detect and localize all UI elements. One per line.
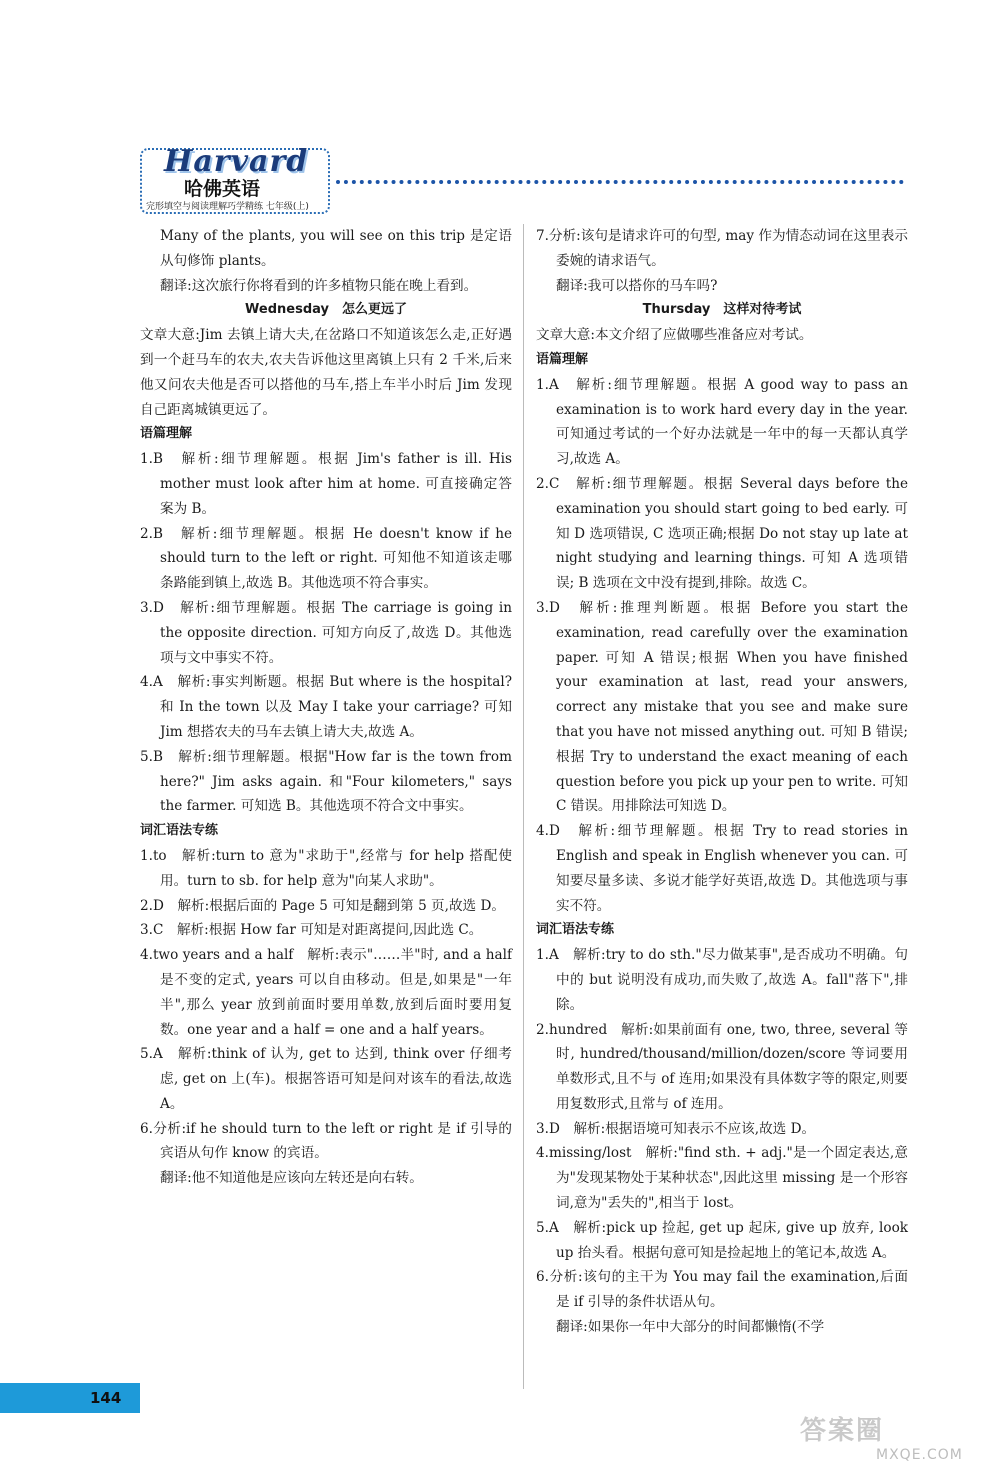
subsection-heading: 语篇理解 bbox=[140, 426, 193, 442]
answer-item: 2.C 解析:细节理解题。根据 Several days before the examination you should start going to bed early. 可知 D 选项错误, C 选项正确;根据 Do not stay up late at night studying and learning things. 可知 A 选项错误; B 选项在文中没有提到,排除。故选 C。 bbox=[536, 475, 908, 592]
translation: 翻译:如果你一年中大部分的时间都懒惰(不学 bbox=[556, 1319, 825, 1336]
answer-item: 6.分析:if he should turn to the left or right 是 if 引导的宾语从句作 know 的宾语。 bbox=[140, 1120, 512, 1162]
section-title-thursday: Thursday 这样对待考试 bbox=[642, 302, 802, 318]
page-header bbox=[140, 134, 910, 214]
translation: 翻译:他不知道他是应该向左转还是向右转。 bbox=[160, 1170, 423, 1187]
section-title-wednesday: Wednesday 怎么更远了 bbox=[245, 302, 407, 318]
answer-item: 1.B 解析:细节理解题。根据 Jim's father is ill. His mother must look after him at home. 可直接确定答案为 B。 bbox=[140, 451, 512, 517]
logo-subtitle-cn: 哈佛英语 bbox=[184, 178, 261, 200]
subsection-heading: 词汇语法专练 bbox=[536, 922, 615, 938]
subsection-heading: 词汇语法专练 bbox=[140, 823, 219, 839]
logo bbox=[140, 144, 330, 214]
answer-item: 1.to 解析:turn to 意为"求助于",经常与 for help 搭配使用。turn to sb. for help 意为"向某人求助"。 bbox=[140, 847, 512, 889]
logo-title: Harvard bbox=[164, 144, 309, 179]
subsection-heading: 语篇理解 bbox=[536, 351, 589, 367]
answer-item: 5.B 解析:细节理解题。根据"How far is the town from here?" Jim asks again. 和"Four kilometers," says the farmer. 可知选 B。其他选项不符合文中事实。 bbox=[140, 748, 512, 815]
answer-item: 3.D 解析:细节理解题。根据 The carriage is going in the opposite direction. 可知方向反了,故选 D。其他选项与文中事实不符。 bbox=[140, 599, 512, 666]
answer-item: 4.A 解析:事实判断题。根据 But where is the hospital? 和 In the town 以及 May I take your carriage? 可知 Jim 想搭农夫的马车去镇上请大夫,故选 A。 bbox=[140, 674, 512, 740]
right-column bbox=[536, 224, 908, 1340]
page-number: 144 bbox=[90, 1389, 122, 1407]
left-column bbox=[140, 224, 512, 1191]
answer-item: 6.分析:该句的主干为 You may fail the examination,后面是 if 引导的条件状语从句。 bbox=[536, 1269, 908, 1311]
answer-item: 7.分析:该句是请求许可的句型, may 作为情态动词在这里表示委婉的请求语气。 bbox=[536, 228, 908, 269]
translation: 翻译:这次旅行你将看到的许多植物只能在晚上看到。 bbox=[160, 277, 478, 294]
answer-item: 2.D 解析:根据后面的 Page 5 可知是翻到第 5 页,故选 D。 bbox=[140, 897, 505, 914]
answer-item: 4.two years and a half 解析:表示"……半"时, and a half 是不变的定式, years 可以自由移动。但是,如果是"一年半",那么 year 放到前面时要用单数,放到后面时要用复数。one year and a half = one and a half years。 bbox=[140, 947, 512, 1038]
answer-item: 3.C 解析:根据 How far 可知是对距离提问,因此选 C。 bbox=[140, 922, 483, 939]
article-summary: 文章大意:Jim 去镇上请大夫,在岔路口不知道该怎么走,正好遇到一个赶马车的农夫,农夫告诉他这里离镇上只有 2 千米,后来他又问农夫他是否可以搭他的马车,搭上车半小时后 Jim 发现自己距离城镇更远了。 bbox=[140, 327, 512, 418]
article-summary: 文章大意:本文介绍了应做哪些准备应对考试。 bbox=[536, 327, 813, 344]
watermark: 答案圈 bbox=[800, 1416, 885, 1446]
translation: 翻译:我可以搭你的马车吗? bbox=[556, 277, 718, 294]
column-divider bbox=[523, 224, 524, 1389]
answer-item: 5.A 解析:pick up 捡起, get up 起床, give up 放弃, look up 抬头看。根据句意可知是捡起地上的笔记本,故选 A。 bbox=[536, 1219, 908, 1261]
answer-item: 1.A 解析:try to do sth."尽力做某事",是否成功不明确。句中的 but 说明没有成功,而失败了,故选 A。fall"落下",排除。 bbox=[536, 947, 908, 1013]
answer-item: 3.D 解析:推理判断题。根据 Before you start the examination, read carefully over the examination paper. 可知 A 错误;根据 When you have finished your examination at last, read your answers, correct any mistake that you see and make sure that you have not missed anything out. 可知 B 错误;根据 Try to understand the exact meaning of each question before you pick up your pen to write. 可知 C 错误。用排除法可知选 D。 bbox=[536, 599, 908, 815]
answer-item: 2.hundred 解析:如果前面有 one, two, three, several 等时, hundred/thousand/million/dozen/score 等词要用单数形式,且不与 of 连用;如果没有具体数字等的限定,则要用复数形式,且常与 of 连用。 bbox=[536, 1021, 908, 1112]
paragraph: Many of the plants, you will see on this trip 是定语从句修饰 plants。 bbox=[160, 228, 512, 269]
answer-item: 3.D 解析:根据语境可知表示不应该,故选 D。 bbox=[536, 1120, 816, 1137]
book-series-title: 完形填空与阅读理解巧学精练 七年级(上) bbox=[146, 202, 309, 212]
header-dotted-rule bbox=[336, 180, 904, 184]
answer-item: 5.A 解析:think of 认为, get to 达到, think over 仔细考虑, get on 上(车)。根据答语可知是问对该车的看法,故选 A。 bbox=[140, 1046, 512, 1112]
watermark-url: MXQE.COM bbox=[876, 1447, 963, 1463]
answer-item: 1.A 解析:细节理解题。根据 A good way to pass an examination is to work hard every day in the year. 可知通过考试的一个好办法就是一年中的每一天都认真学习,故选 A。 bbox=[536, 376, 908, 468]
answer-item: 4.D 解析:细节理解题。根据 Try to read stories in English and speak in English whenever you can. 可知要尽量多读、多说才能学好英语,故选 D。其他选项与事实不符。 bbox=[536, 823, 908, 914]
answer-item: 2.B 解析:细节理解题。根据 He doesn't know if he should turn to the left or right. 可知他不知道该走哪条路能到镇上,故选 B。其他选项不符合事实。 bbox=[140, 525, 512, 592]
answer-item: 4.missing/lost 解析:"find sth. + adj."是一个固定表达,意为"发现某物处于某种状态",因此这里 missing 是一个形容词,意为"丢失的",相当于 lost。 bbox=[536, 1145, 908, 1212]
